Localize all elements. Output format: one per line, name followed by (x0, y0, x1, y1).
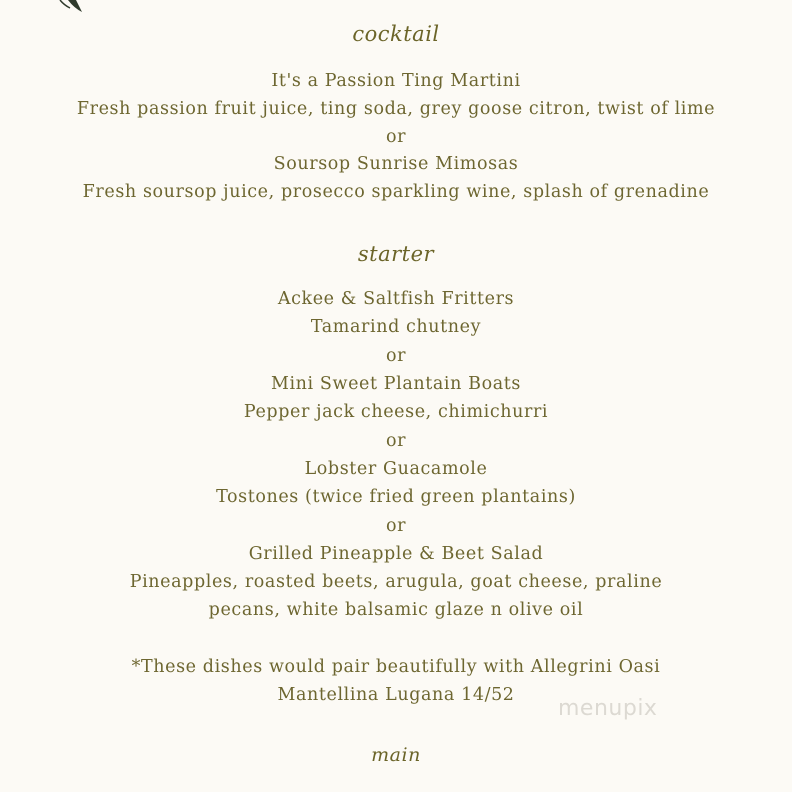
starter-item-4-name: Grilled Pineapple & Beet Salad (248, 544, 544, 564)
cocktail-item-1-name: It's a Passion Ting Martini (271, 71, 521, 91)
menupix-watermark: menupix (558, 696, 658, 721)
wine-pairing-line-2: Mantellina Lugana 14/52 (277, 685, 515, 705)
starter-item-3-desc: Tostones (twice fried green plantains) (216, 487, 576, 507)
starter-item-2-name: Mini Sweet Plantain Boats (270, 374, 522, 394)
cocktail-or: or (385, 127, 407, 147)
starter-or-1: or (385, 346, 407, 366)
starter-item-4-desc-2: pecans, white balsamic glaze n olive oil (208, 600, 584, 620)
starter-heading: starter (357, 242, 435, 266)
starter-item-2-desc: Pepper jack cheese, chimichurri (243, 402, 549, 422)
main-heading: main (371, 744, 421, 766)
starter-item-4-desc-1: Pineapples, roasted beets, arugula, goat cheese, praline (129, 572, 663, 592)
starter-or-3: or (385, 516, 407, 536)
starter-item-1-desc: Tamarind chutney (310, 317, 482, 337)
cocktail-item-2-name: Soursop Sunrise Mimosas (273, 154, 519, 174)
starter-item-1-name: Ackee & Saltfish Fritters (277, 289, 515, 309)
starter-or-2: or (385, 431, 407, 451)
wine-pairing-line-1: *These dishes would pair beautifully with Allegrini Oasi (131, 657, 661, 677)
leaf-decoration (0, 0, 120, 24)
cocktail-item-1-desc: Fresh passion fruit juice, ting soda, grey goose citron, twist of lime (76, 99, 716, 119)
cocktail-heading: cocktail (352, 22, 440, 46)
cocktail-item-2-desc: Fresh soursop juice, prosecco sparkling wine, splash of grenadine (82, 182, 710, 202)
starter-item-3-name: Lobster Guacamole (304, 459, 488, 479)
